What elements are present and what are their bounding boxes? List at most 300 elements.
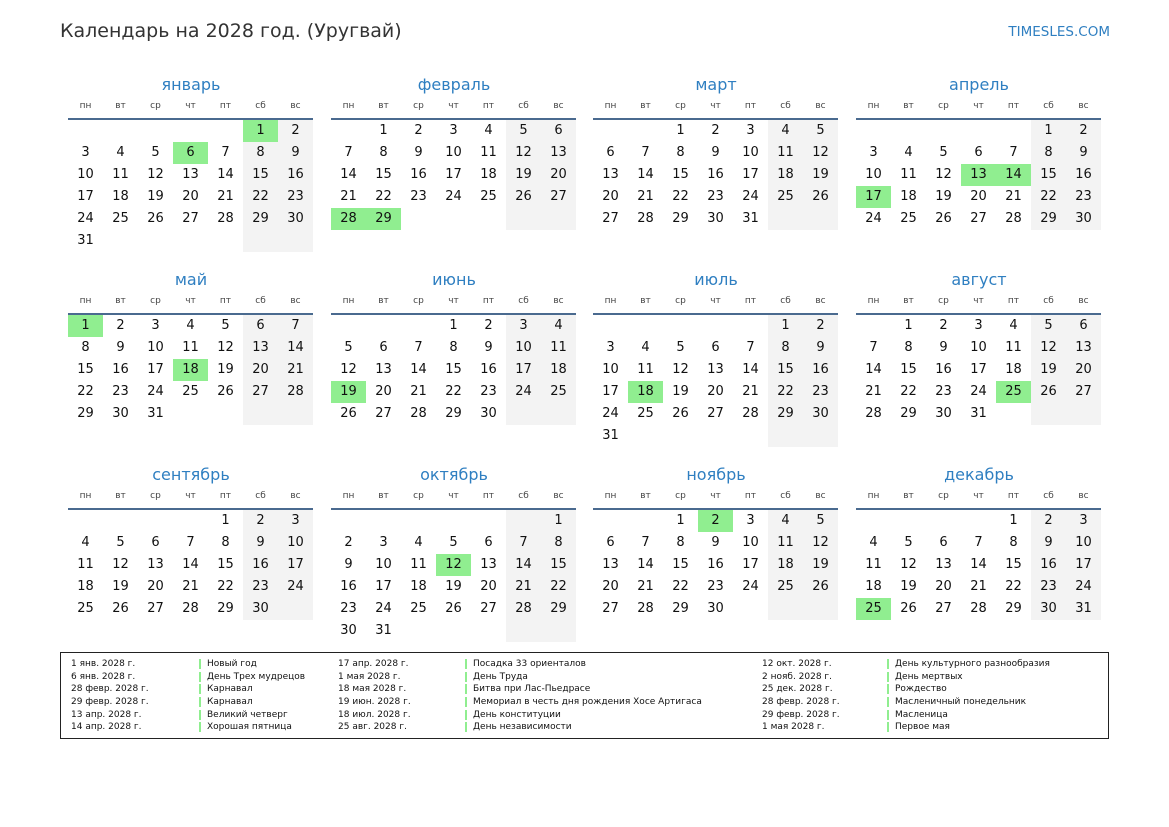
day-cell: 10 xyxy=(1066,532,1101,554)
day-cell-empty xyxy=(278,598,313,620)
month-6 xyxy=(331,267,577,425)
day-cell: 7 xyxy=(641,145,650,160)
day-cell: 30 xyxy=(1066,208,1101,230)
day-cell: 26 xyxy=(217,384,234,399)
day-cell: 13 xyxy=(147,557,164,572)
day-cell: 22 xyxy=(541,576,576,598)
day-cell: 27 xyxy=(182,211,199,226)
day-cell: 10 xyxy=(865,167,882,182)
weekday-label: пт xyxy=(1007,491,1020,501)
day-cell-empty xyxy=(803,598,838,620)
day-cell: 24 xyxy=(375,601,392,616)
day-cell: 4 xyxy=(768,120,803,142)
day-cell-empty xyxy=(541,620,576,642)
weekday-label: ср xyxy=(413,491,424,501)
day-cell-empty xyxy=(173,510,208,532)
month-days xyxy=(331,508,576,642)
weekday-label: вт xyxy=(903,491,914,501)
day-cell: 15 xyxy=(243,164,278,186)
day-cell: 14 xyxy=(278,337,313,359)
weekday-header xyxy=(593,98,839,118)
weekday-label: сб xyxy=(780,296,791,306)
page-title: Календарь на 2028 год. (Уругвай) xyxy=(60,20,402,42)
month-days xyxy=(331,313,576,425)
day-cell: 14 xyxy=(217,167,234,182)
day-cell: 22 xyxy=(375,189,392,204)
day-cell-empty xyxy=(628,120,663,142)
day-cell: 3 xyxy=(449,123,458,138)
holiday-name: День мертвых xyxy=(887,672,963,682)
weekday-label: пт xyxy=(219,101,232,111)
holiday-name: Великий четверг xyxy=(199,710,288,720)
holiday-row xyxy=(762,683,1102,696)
weekday-label: чт xyxy=(185,296,196,306)
weekday-header xyxy=(856,293,1102,313)
day-cell: 1 xyxy=(676,513,685,528)
weekday-label: вс xyxy=(1078,491,1089,501)
day-cell: 23 xyxy=(935,384,952,399)
day-cell: 19 xyxy=(803,164,838,186)
day-cell: 26 xyxy=(445,601,462,616)
day-cell: 29 xyxy=(900,406,917,421)
holiday-date: 2 нояб. 2028 г. xyxy=(762,671,833,682)
holiday-day-cell: 6 xyxy=(173,142,208,164)
holiday-row xyxy=(762,671,1102,684)
day-cell: 27 xyxy=(970,211,987,226)
day-cell: 4 xyxy=(641,340,650,355)
day-cell: 9 xyxy=(414,145,423,160)
day-cell: 15 xyxy=(77,362,94,377)
day-cell: 22 xyxy=(1005,579,1022,594)
day-cell-empty xyxy=(593,510,628,532)
day-cell: 9 xyxy=(1066,142,1101,164)
day-cell: 29 xyxy=(445,406,462,421)
holiday-row xyxy=(338,671,678,684)
weekday-label: пт xyxy=(482,491,495,501)
day-cell: 21 xyxy=(182,579,199,594)
holiday-day-cell: 1 xyxy=(243,120,278,142)
holiday-day-cell: 28 xyxy=(331,208,366,230)
day-cell: 20 xyxy=(602,579,619,594)
day-cell: 5 xyxy=(449,535,458,550)
day-cell: 9 xyxy=(243,532,278,554)
day-cell: 21 xyxy=(340,189,357,204)
day-cell: 3 xyxy=(278,510,313,532)
day-cell: 16 xyxy=(410,167,427,182)
day-cell: 3 xyxy=(974,318,983,333)
day-cell: 11 xyxy=(637,362,654,377)
day-cell-empty xyxy=(768,598,803,620)
month-4 xyxy=(856,72,1102,230)
holiday-date: 1 янв. 2028 г. xyxy=(71,659,136,669)
day-cell: 8 xyxy=(1031,142,1066,164)
day-cell: 7 xyxy=(414,340,423,355)
day-cell: 6 xyxy=(606,535,615,550)
day-cell: 3 xyxy=(746,513,755,528)
weekday-label: пн xyxy=(79,491,92,501)
weekday-label: вт xyxy=(378,101,389,111)
holiday-row xyxy=(762,696,1102,709)
day-cell: 7 xyxy=(641,535,650,550)
day-cell: 20 xyxy=(707,384,724,399)
day-cell: 14 xyxy=(637,557,654,572)
holiday-date: 29 февр. 2028 г. xyxy=(71,697,149,708)
day-cell: 13 xyxy=(375,362,392,377)
month-3 xyxy=(593,72,839,230)
day-cell: 12 xyxy=(340,362,357,377)
day-cell-empty xyxy=(278,403,313,425)
day-cell: 31 xyxy=(970,406,987,421)
day-cell: 20 xyxy=(970,189,987,204)
day-cell: 21 xyxy=(217,189,234,204)
weekday-header xyxy=(331,98,577,118)
day-cell-empty xyxy=(663,315,698,337)
month-days xyxy=(68,313,313,425)
day-cell: 23 xyxy=(112,384,129,399)
weekday-label: вт xyxy=(903,101,914,111)
day-cell: 12 xyxy=(900,557,917,572)
day-cell: 17 xyxy=(970,362,987,377)
holiday-name: Масленица xyxy=(887,710,948,720)
day-cell: 17 xyxy=(278,554,313,576)
day-cell: 9 xyxy=(344,557,353,572)
month-5 xyxy=(68,267,314,425)
day-cell: 4 xyxy=(116,145,125,160)
day-cell: 6 xyxy=(1066,315,1101,337)
day-cell: 12 xyxy=(672,362,689,377)
day-cell: 28 xyxy=(637,211,654,226)
day-cell: 20 xyxy=(182,189,199,204)
weekday-label: чт xyxy=(710,101,721,111)
day-cell-empty xyxy=(103,510,138,532)
day-cell: 6 xyxy=(484,535,493,550)
day-cell-empty xyxy=(506,403,541,425)
day-cell-empty xyxy=(243,230,278,252)
day-cell-empty xyxy=(733,425,768,447)
day-cell: 10 xyxy=(147,340,164,355)
day-cell: 10 xyxy=(445,145,462,160)
day-cell: 26 xyxy=(112,601,129,616)
month-name: апрель xyxy=(949,75,1009,94)
weekday-label: вт xyxy=(640,101,651,111)
day-cell: 12 xyxy=(217,340,234,355)
holiday-row xyxy=(762,721,1102,734)
day-cell: 8 xyxy=(904,340,913,355)
day-cell: 6 xyxy=(151,535,160,550)
day-cell: 2 xyxy=(803,315,838,337)
weekday-label: ср xyxy=(675,491,686,501)
day-cell: 22 xyxy=(672,189,689,204)
day-cell: 28 xyxy=(865,406,882,421)
day-cell: 4 xyxy=(81,535,90,550)
day-cell: 26 xyxy=(506,186,541,208)
day-cell: 13 xyxy=(602,557,619,572)
day-cell-empty xyxy=(401,620,436,642)
weekday-label: вс xyxy=(290,101,301,111)
weekday-label: вт xyxy=(115,296,126,306)
holiday-day-cell: 18 xyxy=(173,359,208,381)
day-cell: 19 xyxy=(672,384,689,399)
day-cell: 28 xyxy=(637,601,654,616)
holiday-date: 25 авг. 2028 г. xyxy=(338,722,407,733)
day-cell: 14 xyxy=(506,554,541,576)
day-cell: 15 xyxy=(445,362,462,377)
weekday-header xyxy=(331,488,577,508)
holiday-day-cell: 13 xyxy=(961,164,996,186)
weekday-label: сб xyxy=(518,101,529,111)
day-cell: 27 xyxy=(541,186,576,208)
day-cell: 2 xyxy=(116,318,125,333)
day-cell: 7 xyxy=(1009,145,1018,160)
day-cell: 10 xyxy=(742,145,759,160)
day-cell: 1 xyxy=(676,123,685,138)
day-cell-empty xyxy=(628,425,663,447)
holiday-day-cell: 2 xyxy=(698,510,733,532)
day-cell: 23 xyxy=(410,189,427,204)
day-cell: 8 xyxy=(379,145,388,160)
day-cell: 19 xyxy=(803,554,838,576)
day-cell: 13 xyxy=(707,362,724,377)
holiday-day-cell: 19 xyxy=(331,381,366,403)
day-cell: 28 xyxy=(410,406,427,421)
day-cell: 4 xyxy=(1009,318,1018,333)
month-8 xyxy=(856,267,1102,425)
day-cell: 31 xyxy=(147,406,164,421)
day-cell: 8 xyxy=(243,142,278,164)
day-cell: 30 xyxy=(935,406,952,421)
day-cell: 4 xyxy=(484,123,493,138)
day-cell-empty xyxy=(436,208,471,230)
day-cell-empty xyxy=(208,403,243,425)
day-cell: 5 xyxy=(803,120,838,142)
day-cell: 6 xyxy=(606,145,615,160)
weekday-header xyxy=(68,293,314,313)
day-cell: 24 xyxy=(147,384,164,399)
day-cell: 9 xyxy=(803,337,838,359)
month-days xyxy=(68,508,313,620)
weekday-label: вт xyxy=(115,101,126,111)
day-cell: 19 xyxy=(506,164,541,186)
day-cell: 10 xyxy=(77,167,94,182)
holiday-name: День Трех мудрецов xyxy=(199,672,305,682)
day-cell-empty xyxy=(278,230,313,252)
day-cell: 2 xyxy=(344,535,353,550)
weekday-label: сб xyxy=(1043,491,1054,501)
holiday-date: 18 июл. 2028 г. xyxy=(338,709,411,720)
day-cell: 22 xyxy=(243,186,278,208)
day-cell: 30 xyxy=(112,406,129,421)
weekday-label: пт xyxy=(744,491,757,501)
day-cell-empty xyxy=(856,510,891,532)
day-cell-empty xyxy=(68,510,103,532)
day-cell: 20 xyxy=(243,359,278,381)
day-cell: 27 xyxy=(147,601,164,616)
day-cell-empty xyxy=(401,510,436,532)
day-cell: 23 xyxy=(278,186,313,208)
day-cell: 15 xyxy=(1031,164,1066,186)
day-cell: 25 xyxy=(541,381,576,403)
day-cell-empty xyxy=(768,425,803,447)
day-cell: 25 xyxy=(768,186,803,208)
holiday-day-cell: 17 xyxy=(856,186,891,208)
day-cell: 29 xyxy=(541,598,576,620)
day-cell: 4 xyxy=(869,535,878,550)
weekday-label: ср xyxy=(150,491,161,501)
day-cell: 4 xyxy=(414,535,423,550)
weekday-label: чт xyxy=(973,491,984,501)
day-cell: 16 xyxy=(480,362,497,377)
day-cell-empty xyxy=(628,315,663,337)
day-cell: 13 xyxy=(935,557,952,572)
day-cell: 30 xyxy=(340,623,357,638)
day-cell: 16 xyxy=(278,164,313,186)
day-cell: 27 xyxy=(1066,381,1101,403)
holiday-name: Рождество xyxy=(887,684,947,694)
day-cell: 3 xyxy=(506,315,541,337)
day-cell: 7 xyxy=(278,315,313,337)
day-cell: 11 xyxy=(865,557,882,572)
day-cell: 27 xyxy=(707,406,724,421)
day-cell: 18 xyxy=(900,189,917,204)
day-cell: 6 xyxy=(974,145,983,160)
day-cell: 23 xyxy=(340,601,357,616)
day-cell: 17 xyxy=(602,384,619,399)
holiday-date: 25 дек. 2028 г. xyxy=(762,684,833,695)
day-cell: 3 xyxy=(151,318,160,333)
day-cell: 25 xyxy=(480,189,497,204)
day-cell: 11 xyxy=(182,340,199,355)
month-name: март xyxy=(695,75,737,94)
day-cell-empty xyxy=(996,403,1031,425)
day-cell: 16 xyxy=(340,579,357,594)
day-cell: 15 xyxy=(541,554,576,576)
weekday-label: пн xyxy=(79,101,92,111)
weekday-label: пт xyxy=(219,491,232,501)
holiday-date: 28 февр. 2028 г. xyxy=(71,684,149,695)
day-cell: 1 xyxy=(768,315,803,337)
day-cell: 10 xyxy=(742,535,759,550)
weekday-label: пн xyxy=(867,296,880,306)
weekday-header xyxy=(331,293,577,313)
weekday-label: вс xyxy=(815,101,826,111)
day-cell: 10 xyxy=(278,532,313,554)
day-cell: 2 xyxy=(939,318,948,333)
day-cell: 17 xyxy=(742,557,759,572)
day-cell: 5 xyxy=(506,120,541,142)
day-cell: 16 xyxy=(935,362,952,377)
day-cell: 15 xyxy=(672,167,689,182)
weekday-label: вс xyxy=(815,491,826,501)
day-cell: 17 xyxy=(77,189,94,204)
day-cell: 2 xyxy=(711,123,720,138)
day-cell-empty xyxy=(698,425,733,447)
day-cell: 30 xyxy=(707,601,724,616)
day-cell: 1 xyxy=(1009,513,1018,528)
day-cell: 15 xyxy=(217,557,234,572)
holiday-day-cell: 25 xyxy=(996,381,1031,403)
day-cell: 3 xyxy=(1066,510,1101,532)
day-cell: 29 xyxy=(77,406,94,421)
weekday-label: ср xyxy=(938,491,949,501)
day-cell: 15 xyxy=(672,557,689,572)
day-cell-empty xyxy=(436,620,471,642)
day-cell: 17 xyxy=(375,579,392,594)
day-cell: 21 xyxy=(742,384,759,399)
month-name: декабрь xyxy=(944,465,1014,484)
month-name: сентябрь xyxy=(152,465,230,484)
day-cell: 10 xyxy=(602,362,619,377)
holiday-name: День независимости xyxy=(465,722,572,732)
site-link[interactable]: TIMESLES.COM xyxy=(1008,24,1110,40)
day-cell: 2 xyxy=(484,318,493,333)
day-cell: 19 xyxy=(147,189,164,204)
day-cell: 9 xyxy=(711,145,720,160)
day-cell: 9 xyxy=(1031,532,1066,554)
month-days xyxy=(593,508,838,620)
day-cell: 24 xyxy=(602,406,619,421)
day-cell: 17 xyxy=(445,167,462,182)
day-cell: 28 xyxy=(742,406,759,421)
day-cell: 8 xyxy=(676,535,685,550)
day-cell-empty xyxy=(593,315,628,337)
month-name: август xyxy=(951,270,1007,289)
day-cell: 29 xyxy=(672,601,689,616)
day-cell: 8 xyxy=(676,145,685,160)
weekday-label: пн xyxy=(342,296,355,306)
day-cell: 19 xyxy=(1031,359,1066,381)
holiday-row xyxy=(338,696,702,709)
day-cell-empty xyxy=(733,598,768,620)
weekday-label: пт xyxy=(482,296,495,306)
weekday-label: пн xyxy=(604,491,617,501)
day-cell: 19 xyxy=(445,579,462,594)
month-name: июль xyxy=(694,270,738,289)
day-cell: 22 xyxy=(217,579,234,594)
month-11 xyxy=(593,462,839,620)
day-cell: 24 xyxy=(77,211,94,226)
day-cell: 28 xyxy=(182,601,199,616)
day-cell: 29 xyxy=(768,403,803,425)
day-cell: 18 xyxy=(480,167,497,182)
month-10 xyxy=(331,462,577,642)
holiday-row xyxy=(338,683,678,696)
day-cell-empty xyxy=(138,120,173,142)
day-cell: 9 xyxy=(116,340,125,355)
month-name: январь xyxy=(161,75,221,94)
day-cell-empty xyxy=(803,208,838,230)
day-cell: 20 xyxy=(1066,359,1101,381)
day-cell: 21 xyxy=(637,579,654,594)
day-cell: 22 xyxy=(1031,186,1066,208)
day-cell: 15 xyxy=(1005,557,1022,572)
day-cell: 13 xyxy=(243,337,278,359)
day-cell: 30 xyxy=(1031,598,1066,620)
holiday-date: 6 янв. 2028 г. xyxy=(71,671,136,682)
day-cell: 24 xyxy=(506,381,541,403)
day-cell: 10 xyxy=(375,557,392,572)
day-cell: 1 xyxy=(904,318,913,333)
day-cell: 26 xyxy=(147,211,164,226)
weekday-label: сб xyxy=(255,296,266,306)
day-cell: 6 xyxy=(541,120,576,142)
weekday-label: чт xyxy=(185,491,196,501)
day-cell-empty xyxy=(926,510,961,532)
day-cell: 12 xyxy=(147,167,164,182)
day-cell-empty xyxy=(138,510,173,532)
day-cell: 16 xyxy=(707,557,724,572)
day-cell: 3 xyxy=(379,535,388,550)
day-cell: 4 xyxy=(186,318,195,333)
